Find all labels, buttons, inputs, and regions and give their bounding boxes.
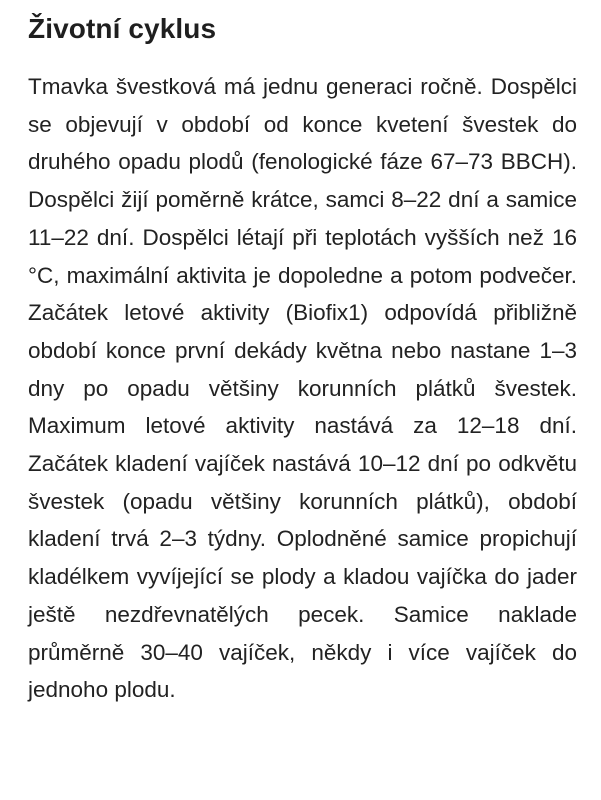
section-heading: Životní cyklus <box>28 13 217 44</box>
life-cycle-paragraph: Tmavka švestková má jednu generaci ročně. Dospělci se objevují v období od konce kvetení švestek do druhého opadu plodů (fenologické fáze 67–73 BBCH). Dospělci žijí poměrně krátce, samci 8–22 dní a samice 11–22 dní. Dospělci létají při teplotách vyšších než 16 °C, maximální aktivita je dopoledne a potom podvečer. Začátek letové aktivity (Biofix1) odpovídá přibližně období konce první dekády května nebo nastane 1–3 dny po opadu většiny korunních plátků švestek. Maximum letové aktivity nastává za 12–18 dní. Začátek kladení vajíček nastává 10–12 dní po odkvětu švestek (opadu většiny korunních plátků), období kladení trvá 2–3 týdny. Oplodněné samice propichují kladélkem vyvíjející se plody a kladou vajíčka do jader ještě nezdřevnatělých pecek. Samice naklade průměrně 30–40 vajíček, někdy i více vajíček do jednoho plodu. <box>28 74 577 703</box>
